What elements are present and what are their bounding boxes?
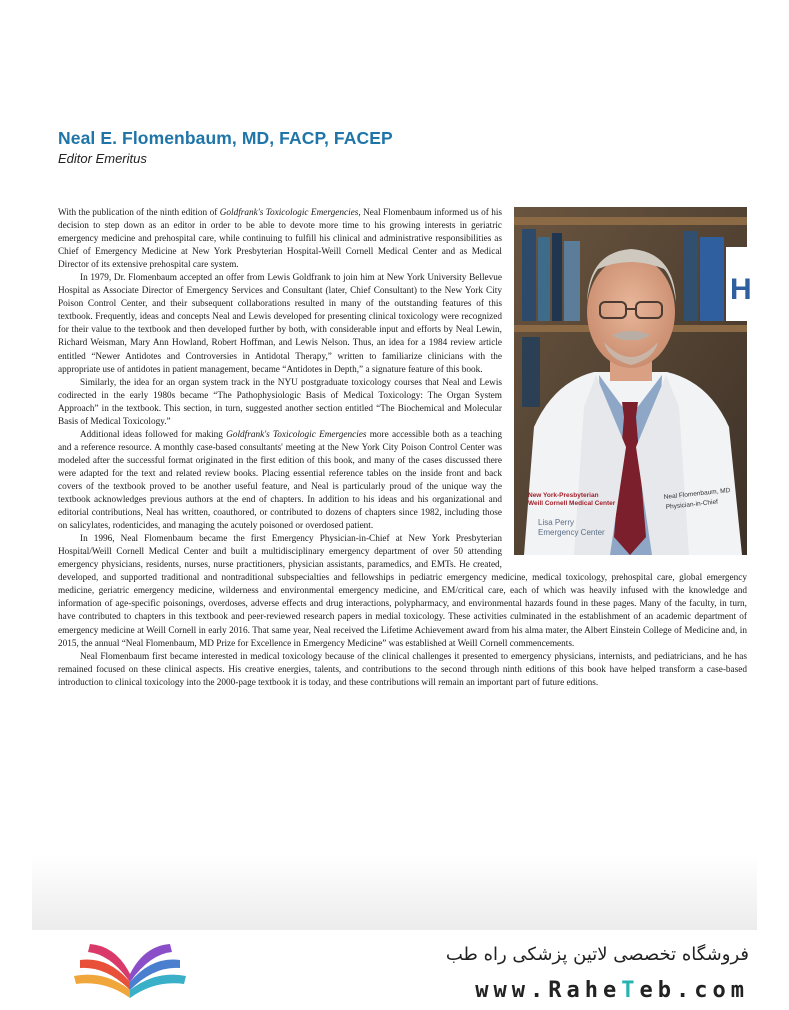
portrait-photo	[514, 207, 752, 555]
coat-logo-text: New York-Presbyterian	[528, 492, 599, 499]
svg-text:H: H	[730, 273, 752, 306]
paragraph-4: Additional ideas followed for making Goldfrank's Toxicologic Emergencies more accessible both as a teaching and a reference resource. A monthly case-based consultants' meeting at the New York City Poison Control Center was modeled after the successful format originated in the first edition of this book, and many of the cases discussed there were adapted for the text and related review books. Placing essential reference tables on the inside front and back covers of the textbook proved to be another useful feature, and Neal is particularly proud of the unique way the textbook acknowledges previous authors at the end of chapters. In addition to his ideas and his organizational and editorial contributions, Neal has written, coauthored, or contributed to dozens of chapters since 1982, including those on salicylates, rodenticides, and managing the acutely poisoned or overdosed patient.	[58, 429, 502, 532]
paragraph-6: Neal Flomenbaum first became interested in medical toxicology because of the clinical challenges it presented to emergency physicians, internists, and pediatricians, and he has remained focused on these clinical aspects. His creative energies, talents, and contributions to the second through ninth editions of this book have helped transform a case-based introduction to clinical toxicology into the 2000-page textbook it is today, and these contributions will remain an important part of future editions.	[58, 651, 747, 688]
coat-embroidery-line2: Physician-in-Chief	[665, 498, 719, 511]
shop-url[interactable]: www.RaheTeb.com	[475, 978, 749, 1003]
paragraph-3: Similarly, the idea for an organ system track in the NYU postgraduate toxicology courses that Neal and Lewis codirected in the early 1980s became “The Pathophysiologic Basis of Medical Toxicology: The Organ System Approach” in the textbook. This section, in turn, suggested another section entitled “The Biochemical and Molecular Basis of Medical Toxicology.”	[58, 377, 502, 427]
paragraph-5: In 1996, Neal Flomenbaum became the first Emergency Physician-in-Chief at New York Presbyterian Hospital/Weill Cornell Medical Center and built a multidisciplinary emergency department of over 50 attending emergency physicians, residents, nurses, nurse practitioners, physician assistants, paramedics, and EMTs. He created, developed, and supported traditional and nontraditional subspecialties and fellowships in pediatric emergency medicine, medical toxicology, prehospital care, global emergency medicine, geriatric emergency medicine, wilderness and environmental emergency medicine, and EM/critical care, each of which was heavily infused with the knowledge and information of age-specific poisonings, overdoses, adverse effects and drug interactions, polypharmacy, and environmental hazards found in these pages. Many of the faculty, in turn, have contributed to chapters in this textbook and peer-reviewed research papers in medial toxicology. These activities culminated in the establishment of an academic department of emergency medicine at Weill Cornell in early 2016. That same year, Neal received the Lifetime Achievement award from his alma mater, the Albert Einstein College of Medicine and, in 2015, the annual “Neal Flomenbaum, MD Prize for Excellence in Emergency Medicine” was established at Weill Cornell commencements.	[58, 534, 747, 649]
page-header	[58, 128, 738, 166]
coat-badge-line2: Emergency Center	[538, 528, 605, 537]
coat-logo-subtext: Weill Cornell Medical Center	[528, 500, 616, 507]
paragraph-2: In 1979, Dr. Flomenbaum accepted an offer from Lewis Goldfrank to join him at New York University Bellevue Hospital as Associate Director of Emergency Services and Consultant (later, Chief Consultant) to the New York City Poison Control Center, and their subsequent collaborations resulted in many of the outstanding features of this textbook. Frequently, ideas and concepts Neal and Lewis developed for presenting clinical toxicology were recognized for their value to the textbook and then developed further by both, with considerable input and efforts by Neal Lewin, Richard Weisman, Mary Ann Howland, Robert Hoffman, and Lewis Nelson. Thus, an idea for a 1984 review article entitled “Newer Antidotes and Controversies in Antidotal Therapy,” written to familiarize clinicians with the appropriate use of antidotes in patient management, became “Antidotes in Depth,” a signature feature of this book.	[58, 273, 502, 375]
editor-name: Neal E. Flomenbaum, MD, FACP, FACEP	[58, 128, 393, 148]
footer-gradient	[32, 855, 757, 930]
coat-badge-line1: Lisa Perry	[538, 518, 575, 527]
biography-text	[58, 207, 752, 690]
book-logo-icon	[70, 940, 190, 1002]
portrait-image	[514, 207, 752, 555]
paragraph-1: With the publication of the ninth edition of Goldfrank's Toxicologic Emergencies, Neal Flomenbaum informed us of his decision to step down as an editor in order to be able to devote more time to his growing interests in geriatric emergency medicine and prehospital care, while continuing to fulfill his clinical and administrative responsibilities as Chief of Emergency Medicine at New York Presbyterian Hospital-Weill Cornell Medical Center and as Medical Director of its extensive prehospital care system.	[58, 208, 502, 271]
coat-embroidery-line1: Neal Flomenbaum, MD	[663, 487, 731, 501]
shop-title: فروشگاه تخصصی لاتین پزشکی راه طب	[445, 944, 749, 965]
editor-role: Editor Emeritus	[58, 151, 147, 166]
